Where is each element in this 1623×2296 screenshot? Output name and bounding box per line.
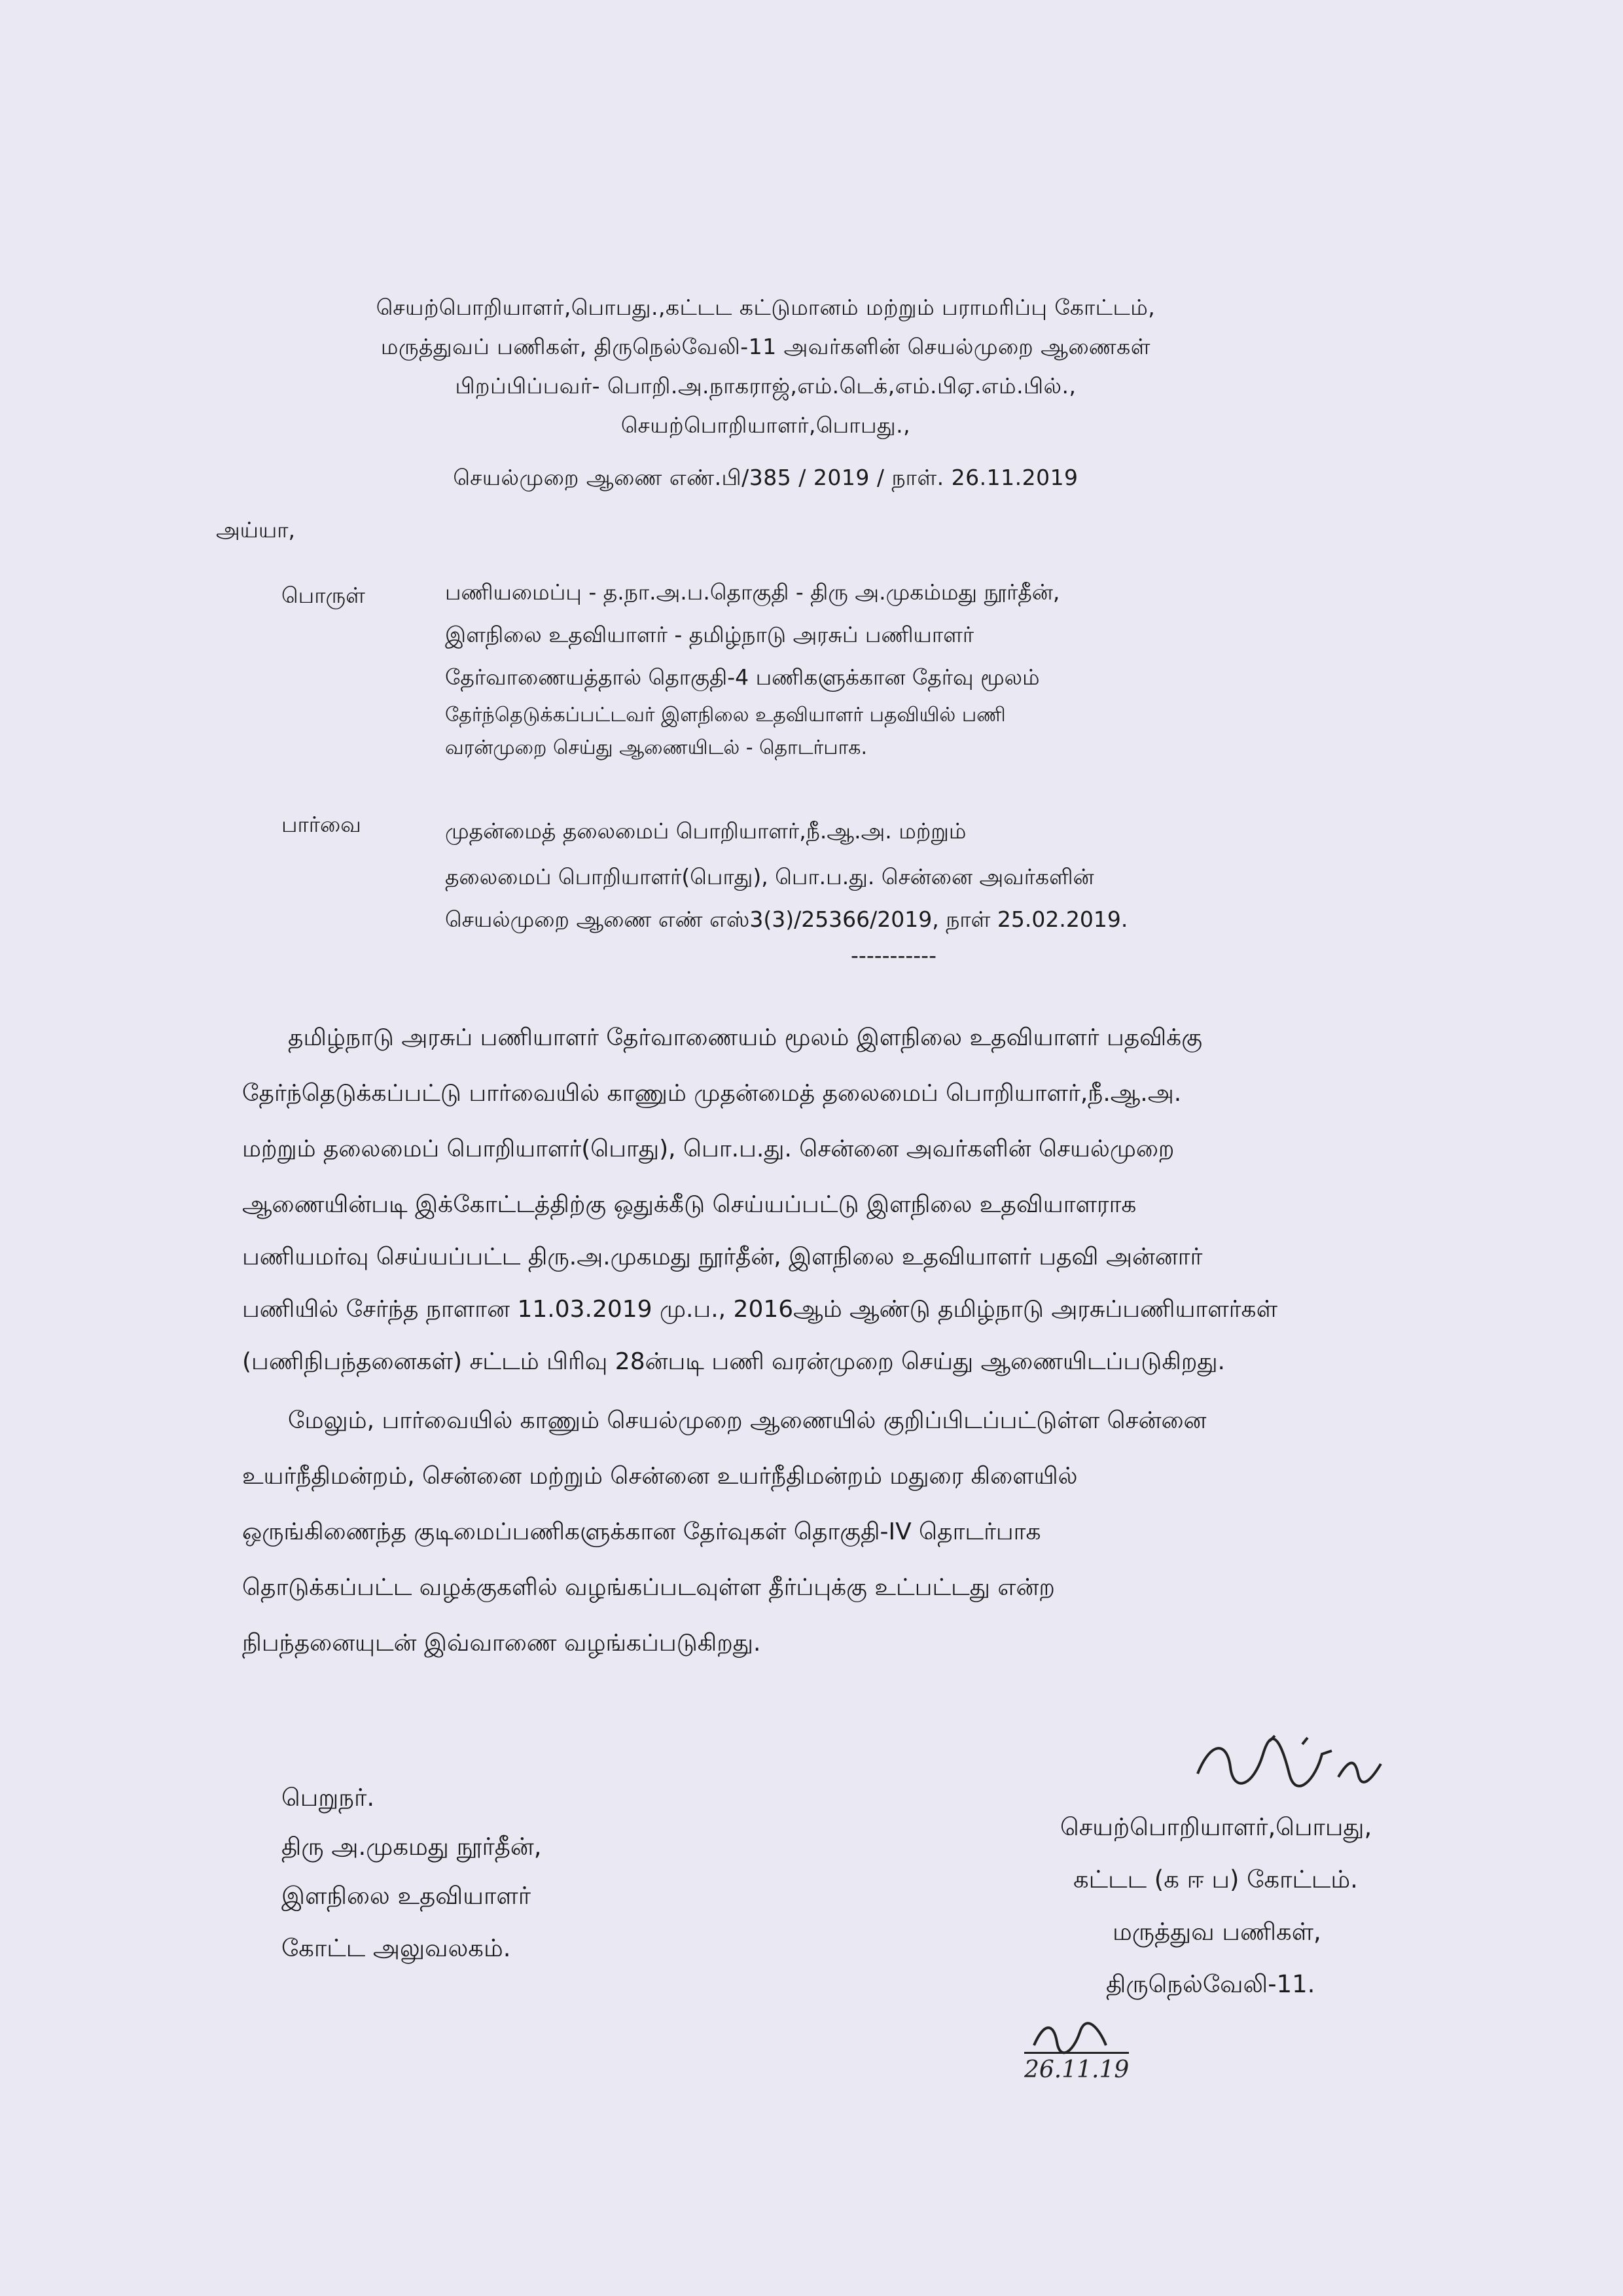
- paragraph-2-line: ஒருங்கிணைந்த குடிமைப்பணிகளுக்கான தேர்வுகள் தொகுதி-IV தொடர்பாக: [242, 1518, 1041, 1545]
- signatory-line: மருத்துவ பணிகள்,: [1113, 1918, 1321, 1946]
- paragraph-2-line: மேலும், பார்வையில் காணும் செயல்முறை ஆணையில் குறிப்பிடப்பட்டுள்ள சென்னை: [288, 1407, 1207, 1434]
- recipient-line: பெறுநர்.: [281, 1784, 375, 1812]
- header-line-3: பிறப்பிப்பவர்- பொறி.அ.நாகராஜ்,எம்.டெக்,எம்.பிஏ.எம்.பில்.,: [455, 373, 1077, 399]
- initial-date: 26.11.19: [1024, 2052, 1129, 2083]
- subject-line: இளநிலை உதவியாளர் - தமிழ்நாடு அரசுப் பணியாளர்: [445, 622, 974, 647]
- paragraph-1-line: பணியில் சேர்ந்த நாளான 11.03.2019 மு.ப., 2016ஆம் ஆண்டு தமிழ்நாடு அரசுப்பணியாளர்கள்: [242, 1296, 1278, 1323]
- paragraph-1-line: தமிழ்நாடு அரசுப் பணியாளர் தேர்வாணையம் மூலம் இளநிலை உதவியாளர் பதவிக்கு: [288, 1024, 1202, 1051]
- paragraph-1-line: மற்றும் தலைமைப் பொறியாளர்(பொது), பொ.ப.து. சென்னை அவர்களின் செயல்முறை: [242, 1136, 1175, 1162]
- subject-line: வரன்முறை செய்து ஆணையிடல் - தொடர்பாக.: [445, 736, 867, 759]
- order-number: செயல்முறை ஆணை எண்.பி/385 / 2019 / நாள். 26.11.2019: [453, 465, 1079, 490]
- subject-line: பணியமைப்பு - த.நா.அ.ப.தொகுதி - திரு அ.முகம்மது நூர்தீன்,: [445, 579, 1060, 605]
- signatory-line: திருநெல்வேலி-11.: [1106, 1970, 1315, 1998]
- recipient-line: திரு அ.முகமது நூர்தீன்,: [281, 1833, 542, 1861]
- paragraph-2-line: உயர்நீதிமன்றம், சென்னை மற்றும் சென்னை உயர்நீதிமன்றம் மதுரை கிளையில்: [242, 1463, 1078, 1490]
- recipient-line: கோட்ட அலுவலகம்.: [281, 1934, 511, 1962]
- paragraph-2-line: தொடுக்கப்பட்ட வழக்குகளில் வழங்கப்படவுள்ள தீர்ப்புக்கு உட்பட்டது என்ற: [242, 1574, 1055, 1601]
- recipient-line: இளநிலை உதவியாளர்: [281, 1882, 531, 1910]
- header-line-4: செயற்பொறியாளர்,பொபது.,: [620, 412, 911, 438]
- salutation: அய்யா,: [216, 517, 295, 543]
- reference-label: பார்வை: [281, 812, 361, 837]
- header-line-2: மருத்துவப் பணிகள், திருநெல்வேலி-11 அவர்களின் செயல்முறை ஆணைகள்: [380, 334, 1151, 359]
- paragraph-1-line: (பணிநிபந்தனைகள்) சட்டம் பிரிவு 28ன்படி பணி வரன்முறை செய்து ஆணையிடப்படுகிறது.: [242, 1348, 1225, 1375]
- signatory-line: செயற்பொறியாளர்,பொபது,: [1060, 1813, 1372, 1841]
- handwritten-signature: [1191, 1728, 1400, 1800]
- subject-label: பொருள்: [281, 583, 365, 608]
- paragraph-1-line: ஆணையின்படி இக்கோட்டத்திற்கு ஒதுக்கீடு செய்யப்பட்டு இளநிலை உதவியாளராக: [242, 1191, 1137, 1218]
- signatory-line: கட்டட (க ஈ ப) கோட்டம்.: [1073, 1865, 1358, 1893]
- divider: -----------: [851, 942, 936, 968]
- paragraph-2-line: நிபந்தனையுடன் இவ்வாணை வழங்கப்படுகிறது.: [242, 1630, 761, 1657]
- paragraph-1-line: பணியமர்வு செய்யப்பட்ட திரு.அ.முகமது நூர்தீன், இளநிலை உதவியாளர் பதவி அன்னார்: [242, 1244, 1203, 1270]
- subject-line: தேர்வாணையத்தால் தொகுதி-4 பணிகளுக்கான தேர்வு மூலம்: [445, 664, 1040, 690]
- subject-line: தேர்ந்தெடுக்கப்பட்டவர் இளநிலை உதவியாளர் பதவியில் பணி: [445, 704, 1006, 726]
- paragraph-1-line: தேர்ந்தெடுக்கப்பட்டு பார்வையில் காணும் முதன்மைத் தலைமைப் பொறியாளர்,நீ.ஆ.அ.: [242, 1080, 1182, 1107]
- reference-line: முதன்மைத் தலைமைப் பொறியாளர்,நீ.ஆ.அ. மற்றும்: [445, 818, 967, 844]
- reference-line: தலைமைப் பொறியாளர்(பொது), பொ.ப.து. சென்னை அவர்களின்: [445, 864, 1094, 889]
- header-line-1: செயற்பொறியாளர்,பொபது.,கட்டட கட்டுமானம் மற்றும் பராமரிப்பு கோட்டம்,: [376, 295, 1156, 320]
- reference-line: செயல்முறை ஆணை எண் எஸ்3(3)/25366/2019, நாள் 25.02.2019.: [445, 906, 1128, 932]
